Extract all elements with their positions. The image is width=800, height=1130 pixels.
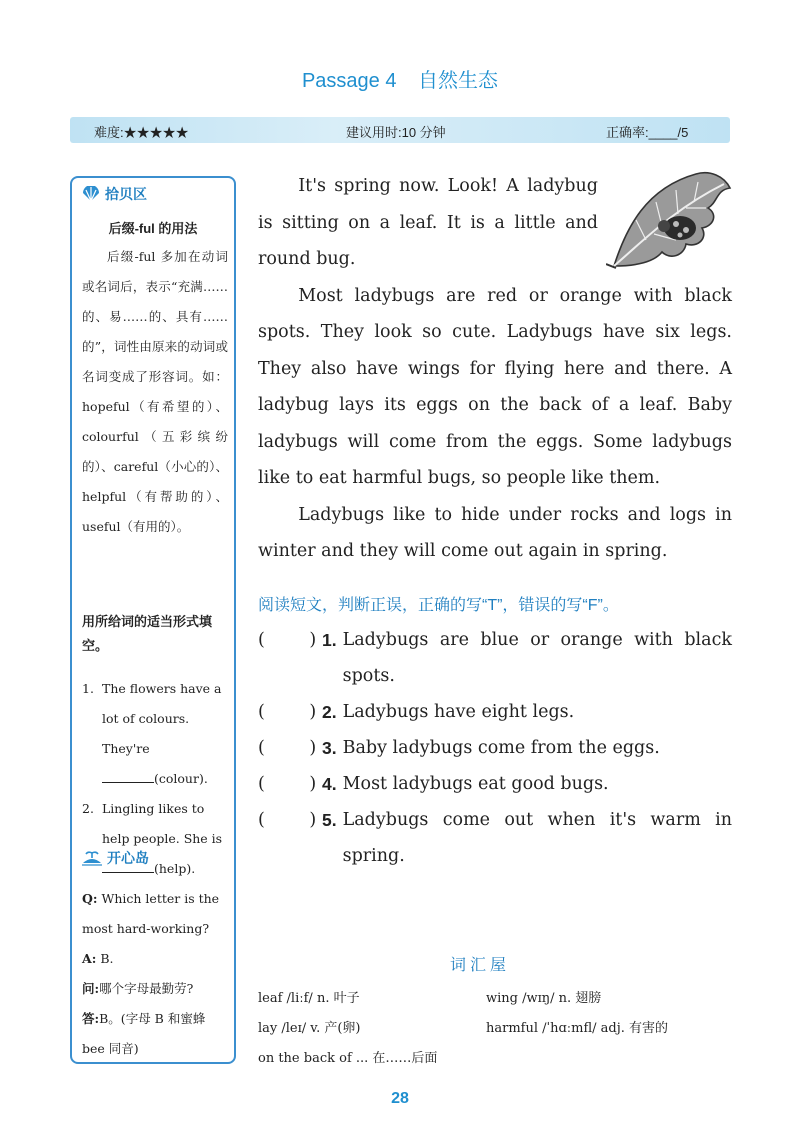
vocab-entry: lay /leɪ/ v. 产(卵) [258,1021,361,1036]
question-item: ( ) 4. Most ladybugs eat good bugs. [258,766,732,802]
sidebar-exercise-item: 2. Lingling likes to help people. She is (help). [82,801,223,876]
page-number: 28 [391,1090,409,1107]
passage-label: Passage 4 [301,70,397,92]
passage-paragraph: Most ladybugs are red or orange with black spots. They look so cute. Ladybugs have six legs. They also have wings for flying here and there. A ladybug lays its eggs on the back of a leaf. Baby ladybugs will come from the eggs. Some ladybugs like to eat harmful bugs, so people like them. [258,285,732,488]
island-icon [82,850,102,866]
passage-paragraph: Ladybugs like to hide under rocks and logs in winter and they will come out again in spring. [258,504,732,561]
question-item: ( ) 5. Ladybugs come out when it's warm in spring. [258,802,732,874]
sidebar-joke: Q: Which letter is the most hard-working? A: B. 问:哪个字母最勤劳? 答:B。(字母 B 和蜜蜂 bee 同音) [82,891,220,1056]
passage-topic: 自然生态 [418,70,499,92]
vocab-entry: leaf /liːf/ n. 叶子 [258,991,360,1006]
vocab-row [258,984,732,1014]
question-item: ( ) 2. Ladybugs have eight legs. [258,694,732,730]
section1-title: 拾贝区 [105,186,147,202]
vocab-entry: wing /wɪŋ/ n. 翅膀 [486,991,602,1006]
vocab-list [258,984,732,1074]
sidebar-explanation: 后缀-ful 多加在动词或名词后，表示“充满……的、易……的、具有……的”，词性由原来的动词或名词变成了形容词。如：hopeful（有希望的）、colourful（五彩缤纷的）、careful（小心的）、helpful（有帮助的）、useful（有用的）。 [82,249,228,534]
sidebar-section-header [82,184,147,204]
answer-box[interactable]: ( ) [258,774,317,794]
sidebar-section-header [82,848,149,868]
vocab-title: 词汇屋 [449,957,510,974]
answer-box[interactable]: ( ) [258,738,317,758]
shell-icon [82,186,100,202]
time-label: 建议用时:10 分钟 [346,125,446,140]
exercise-instruction: 阅读短文，判断正误，正确的写“T”，错误的写“F”。 [258,597,619,614]
passage-paragraph: It's spring now. Look! A ladybug is sitting on a leaf. It is a little and round bug. [258,176,598,269]
answer-box[interactable]: ( ) [258,810,317,830]
vocab-row [258,1044,732,1074]
vocab-entry: harmful /ˈhɑːmfl/ adj. 有害的 [486,1021,669,1036]
answer-box[interactable]: ( ) [258,702,317,722]
difficulty-label: 难度:★★★★★ [94,125,189,140]
sidebar-subtitle: 后缀-ful 的用法 [108,221,198,236]
sidebar-task: 用所给词的适当形式填空。 [82,614,213,653]
sidebar [70,176,236,1064]
question-item: ( ) 1. Ladybugs are blue or orange with black spots. [258,622,732,694]
accuracy-label: 正确率:____/5 [606,125,689,140]
reading-passage [258,168,732,570]
info-bar [70,117,730,143]
vocab-entry: on the back of ... 在……后面 [258,1051,438,1066]
answer-box[interactable]: ( ) [258,630,317,650]
section2-title: 开心岛 [107,850,149,866]
question-item: ( ) 3. Baby ladybugs come from the eggs. [258,730,732,766]
question-list [258,622,732,874]
page-title [0,64,800,93]
vocab-row [258,1014,732,1044]
answer-blank[interactable] [102,771,154,783]
sidebar-exercise-item: 1. The flowers have a lot of colours. They're (colour). [82,681,222,786]
